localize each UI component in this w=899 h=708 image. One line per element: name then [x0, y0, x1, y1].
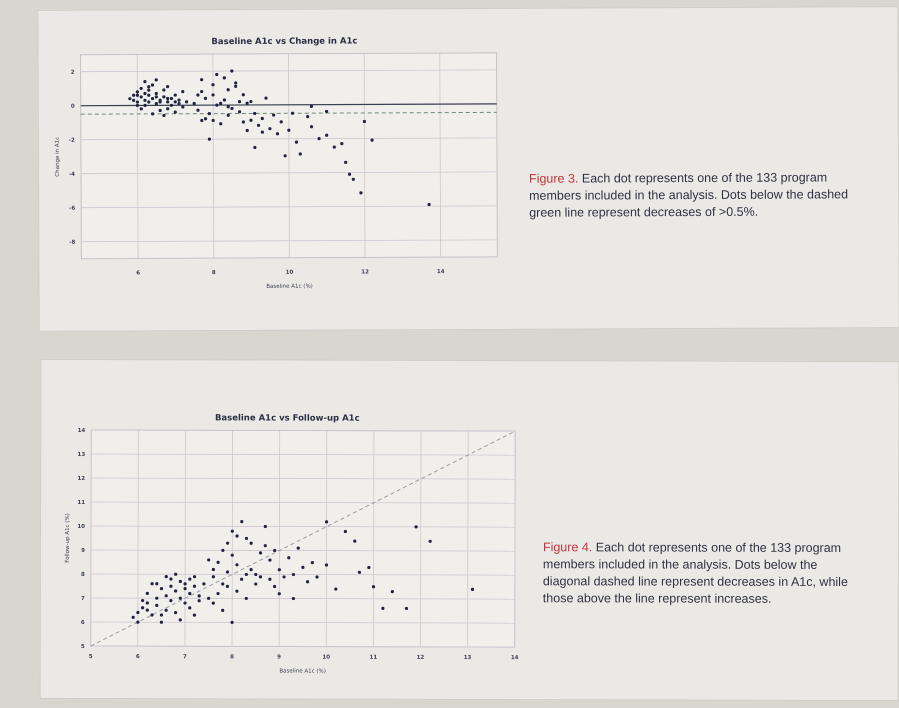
data-point — [165, 594, 168, 597]
data-point — [348, 173, 351, 176]
data-point — [211, 83, 214, 86]
data-point — [240, 578, 243, 581]
data-point — [429, 540, 432, 543]
data-point — [200, 119, 203, 122]
data-point — [359, 191, 362, 194]
data-point — [287, 129, 290, 132]
data-point — [278, 592, 281, 595]
x-tick-label: 8 — [211, 270, 216, 277]
data-point — [160, 621, 163, 624]
data-point — [162, 114, 165, 117]
x-tick-label: 7 — [182, 654, 187, 661]
data-point — [212, 119, 215, 122]
data-point — [169, 599, 172, 602]
data-point — [223, 76, 226, 79]
data-point — [264, 525, 267, 528]
data-point — [174, 100, 177, 103]
data-point — [146, 601, 149, 604]
figure-3-caption — [529, 169, 859, 221]
data-point — [159, 109, 162, 112]
data-point — [273, 549, 276, 552]
figure-3-caption-text: Each dot represents one of the 133 program members included in the analysis. Dots below the dashed green line represent decreases of >0.5%. — [529, 170, 849, 220]
data-point — [344, 161, 347, 164]
data-point — [183, 601, 186, 604]
data-point — [165, 575, 168, 578]
data-point — [174, 573, 177, 576]
data-point — [151, 83, 154, 86]
data-point — [212, 602, 215, 605]
data-point — [155, 582, 158, 585]
data-point — [253, 112, 256, 115]
data-point — [174, 589, 177, 592]
data-point — [212, 575, 215, 578]
y-tick-label: 8 — [81, 571, 85, 578]
data-point — [166, 107, 169, 110]
data-point — [215, 103, 218, 106]
data-point — [136, 621, 139, 624]
data-point — [151, 112, 154, 115]
data-point — [200, 78, 203, 81]
data-point — [166, 85, 169, 88]
data-point — [181, 105, 184, 108]
y-tick-label: -6 — [69, 205, 76, 212]
data-point — [227, 105, 230, 108]
y-tick-label: 6 — [80, 619, 85, 626]
figure-4-panel — [40, 359, 899, 701]
x-axis-label: Baseline A1c (%) — [279, 668, 326, 675]
data-point — [240, 520, 243, 523]
data-point — [160, 587, 163, 590]
grid-line-vertical — [232, 430, 233, 646]
data-point — [391, 590, 394, 593]
data-point — [405, 607, 408, 610]
x-tick-label: 10 — [322, 654, 331, 661]
data-point — [370, 139, 373, 142]
data-point — [208, 112, 211, 115]
data-point — [141, 606, 144, 609]
data-point — [202, 582, 205, 585]
data-point — [306, 115, 309, 118]
y-tick-label: 7 — [80, 595, 85, 602]
data-point — [311, 561, 314, 564]
data-point — [204, 97, 207, 100]
data-point — [310, 105, 313, 108]
data-point — [150, 613, 153, 616]
y-axis-label: Change in A1c — [54, 136, 62, 177]
data-point — [238, 100, 241, 103]
data-point — [253, 146, 256, 149]
data-point — [193, 585, 196, 588]
grid-line-vertical — [420, 431, 421, 647]
data-point — [174, 611, 177, 614]
data-point — [146, 609, 149, 612]
data-point — [140, 95, 143, 98]
data-point — [318, 137, 321, 140]
data-point — [155, 597, 158, 600]
data-point — [261, 117, 264, 120]
data-point — [215, 73, 218, 76]
data-point — [246, 102, 249, 105]
x-tick-label: 8 — [230, 654, 234, 661]
data-point — [231, 554, 234, 557]
data-point — [136, 94, 139, 97]
x-axis-label: Baseline A1c (%) — [266, 283, 313, 290]
data-point — [132, 99, 135, 102]
data-point — [427, 203, 430, 206]
data-point — [136, 90, 139, 93]
data-point — [325, 110, 328, 113]
data-point — [292, 597, 295, 600]
data-point — [358, 571, 361, 574]
data-point — [249, 119, 252, 122]
data-point — [268, 578, 271, 581]
data-point — [169, 577, 172, 580]
data-point — [272, 113, 275, 116]
y-tick-label: 12 — [77, 475, 86, 482]
data-point — [226, 570, 229, 573]
data-point — [257, 124, 260, 127]
x-tick-label: 14 — [510, 655, 519, 662]
data-point — [280, 120, 283, 123]
data-point — [208, 138, 211, 141]
data-point — [155, 95, 158, 98]
data-point — [160, 613, 163, 616]
data-point — [151, 97, 154, 100]
data-point — [264, 544, 267, 547]
data-point — [136, 611, 139, 614]
y-tick-label: 5 — [80, 643, 85, 650]
data-point — [174, 110, 177, 113]
data-point — [234, 81, 237, 84]
data-point — [325, 134, 328, 137]
data-point — [155, 604, 158, 607]
data-point — [254, 582, 257, 585]
data-point — [141, 599, 144, 602]
data-point — [147, 88, 150, 91]
data-point — [276, 132, 279, 135]
data-point — [207, 597, 210, 600]
data-point — [179, 597, 182, 600]
data-point — [268, 558, 271, 561]
data-point — [245, 573, 248, 576]
figure-4-caption — [543, 539, 863, 608]
data-point — [230, 69, 233, 72]
chart-title: Baseline A1c vs Change in A1c — [211, 36, 358, 48]
figure-4-chart — [41, 360, 532, 691]
data-point — [155, 102, 158, 105]
data-point — [147, 85, 150, 88]
y-tick-label: 10 — [77, 523, 86, 530]
data-point — [136, 104, 139, 107]
data-point — [198, 599, 201, 602]
y-tick-label: 0 — [70, 103, 75, 110]
grid-line-vertical — [326, 431, 327, 647]
grid-line-vertical — [279, 431, 280, 647]
data-point — [177, 99, 180, 102]
data-point — [159, 100, 162, 103]
data-point — [414, 525, 417, 528]
y-tick-label: 13 — [77, 451, 86, 458]
data-point — [259, 551, 262, 554]
x-tick-label: 6 — [135, 654, 140, 661]
data-point — [242, 120, 245, 123]
data-point — [207, 558, 210, 561]
data-point — [310, 125, 313, 128]
data-point — [334, 587, 337, 590]
data-point — [198, 594, 201, 597]
data-point — [147, 100, 150, 103]
data-point — [242, 93, 245, 96]
data-point — [249, 568, 252, 571]
data-point — [227, 114, 230, 117]
data-point — [143, 99, 146, 102]
data-point — [381, 607, 384, 610]
data-point — [132, 616, 135, 619]
data-point — [179, 580, 182, 583]
x-tick-label: 9 — [277, 654, 282, 661]
data-point — [254, 573, 257, 576]
figure-4-label: Figure 4. — [542, 540, 593, 555]
x-tick-label: 14 — [436, 269, 445, 276]
figure-3-chart — [38, 9, 509, 321]
data-point — [230, 107, 233, 110]
data-point — [352, 178, 355, 181]
data-point — [174, 93, 177, 96]
data-point — [234, 85, 237, 88]
data-point — [143, 104, 146, 107]
data-point — [219, 102, 222, 105]
data-point — [235, 534, 238, 537]
data-point — [221, 549, 224, 552]
data-point — [143, 92, 146, 95]
data-point — [287, 556, 290, 559]
grid-line-vertical — [373, 431, 374, 647]
data-point — [193, 575, 196, 578]
x-tick-label: 11 — [369, 654, 378, 661]
data-point — [221, 609, 224, 612]
data-point — [231, 530, 234, 533]
x-tick-label: 12 — [416, 654, 425, 661]
data-point — [146, 592, 149, 595]
data-point — [249, 100, 252, 103]
data-point — [179, 618, 182, 621]
data-point — [333, 145, 336, 148]
data-point — [211, 93, 214, 96]
data-point — [301, 566, 304, 569]
data-point — [268, 127, 271, 130]
data-point — [238, 110, 241, 113]
data-point — [221, 582, 224, 585]
figure-3-panel — [37, 6, 899, 332]
data-point — [193, 613, 196, 616]
data-point — [183, 582, 186, 585]
data-point — [259, 575, 262, 578]
data-point — [147, 94, 150, 97]
data-point — [363, 120, 366, 123]
data-point — [165, 609, 168, 612]
data-point — [245, 537, 248, 540]
data-point — [230, 621, 233, 624]
data-point — [216, 592, 219, 595]
data-point — [196, 109, 199, 112]
y-tick-label: -8 — [69, 239, 76, 246]
data-point — [200, 90, 203, 93]
data-point — [340, 142, 343, 145]
data-point — [261, 130, 264, 133]
data-point — [217, 561, 220, 564]
grid-line-vertical — [515, 431, 516, 647]
data-point — [278, 568, 281, 571]
data-point — [226, 585, 229, 588]
data-point — [297, 547, 300, 550]
y-tick-label: -4 — [68, 171, 76, 178]
data-point — [227, 88, 230, 91]
data-point — [140, 107, 143, 110]
data-point — [170, 104, 173, 107]
data-point — [325, 520, 328, 523]
data-point — [245, 597, 248, 600]
x-tick-label: 5 — [88, 654, 93, 661]
data-point — [155, 92, 158, 95]
data-point — [295, 141, 298, 144]
data-point — [162, 88, 165, 91]
data-point — [367, 566, 370, 569]
data-point — [132, 94, 135, 97]
figure-4-caption-text: Each dot represents one of the 133 program members included in the analysis. Dots below the diagonal dashed line represent decreases in A1c, while those above the line represent increases. — [542, 540, 848, 606]
x-tick-label: 10 — [285, 269, 294, 276]
grid-line-vertical — [185, 430, 186, 646]
data-point — [219, 122, 222, 125]
data-point — [299, 152, 302, 155]
data-point — [235, 590, 238, 593]
data-point — [282, 575, 285, 578]
data-point — [250, 542, 253, 545]
data-point — [223, 98, 226, 101]
plot-area — [91, 430, 516, 647]
data-point — [353, 539, 356, 542]
data-point — [169, 585, 172, 588]
data-point — [183, 587, 186, 590]
data-point — [155, 78, 158, 81]
y-tick-label: -2 — [68, 137, 75, 144]
y-tick-label: 11 — [77, 499, 86, 506]
data-point — [212, 568, 215, 571]
grid-line-vertical — [91, 430, 92, 646]
data-point — [188, 606, 191, 609]
x-tick-label: 12 — [361, 269, 369, 276]
data-point — [136, 100, 139, 103]
data-point — [284, 154, 287, 157]
data-point — [264, 96, 267, 99]
data-point — [188, 577, 191, 580]
y-tick-label: 14 — [77, 427, 86, 434]
chart-title: Baseline A1c vs Follow-up A1c — [214, 413, 360, 424]
data-point — [344, 530, 347, 533]
data-point — [372, 585, 375, 588]
data-point — [204, 117, 207, 120]
y-axis-label: Follow-up A1c (%) — [64, 513, 72, 563]
data-point — [166, 100, 169, 103]
data-point — [246, 129, 249, 132]
data-point — [306, 580, 309, 583]
data-point — [150, 582, 153, 585]
data-point — [188, 592, 191, 595]
data-point — [177, 102, 180, 105]
data-point — [471, 588, 474, 591]
data-point — [181, 90, 184, 93]
data-point — [196, 93, 199, 96]
data-point — [166, 97, 169, 100]
data-point — [185, 100, 188, 103]
data-point — [235, 563, 238, 566]
y-tick-label: 9 — [81, 547, 85, 554]
data-point — [273, 585, 276, 588]
data-point — [226, 542, 229, 545]
data-point — [162, 95, 165, 98]
data-point — [292, 573, 295, 576]
data-point — [315, 575, 318, 578]
grid-line-vertical — [468, 431, 469, 647]
data-point — [291, 112, 294, 115]
x-tick-label: 6 — [136, 270, 141, 277]
data-point — [143, 80, 146, 83]
data-point — [140, 87, 143, 90]
y-tick-label: 2 — [70, 69, 75, 76]
figure-3-label: Figure 3. — [529, 171, 579, 186]
data-point — [193, 102, 196, 105]
data-point — [325, 563, 328, 566]
data-point — [170, 97, 173, 100]
x-tick-label: 13 — [463, 654, 472, 662]
data-point — [128, 97, 131, 100]
